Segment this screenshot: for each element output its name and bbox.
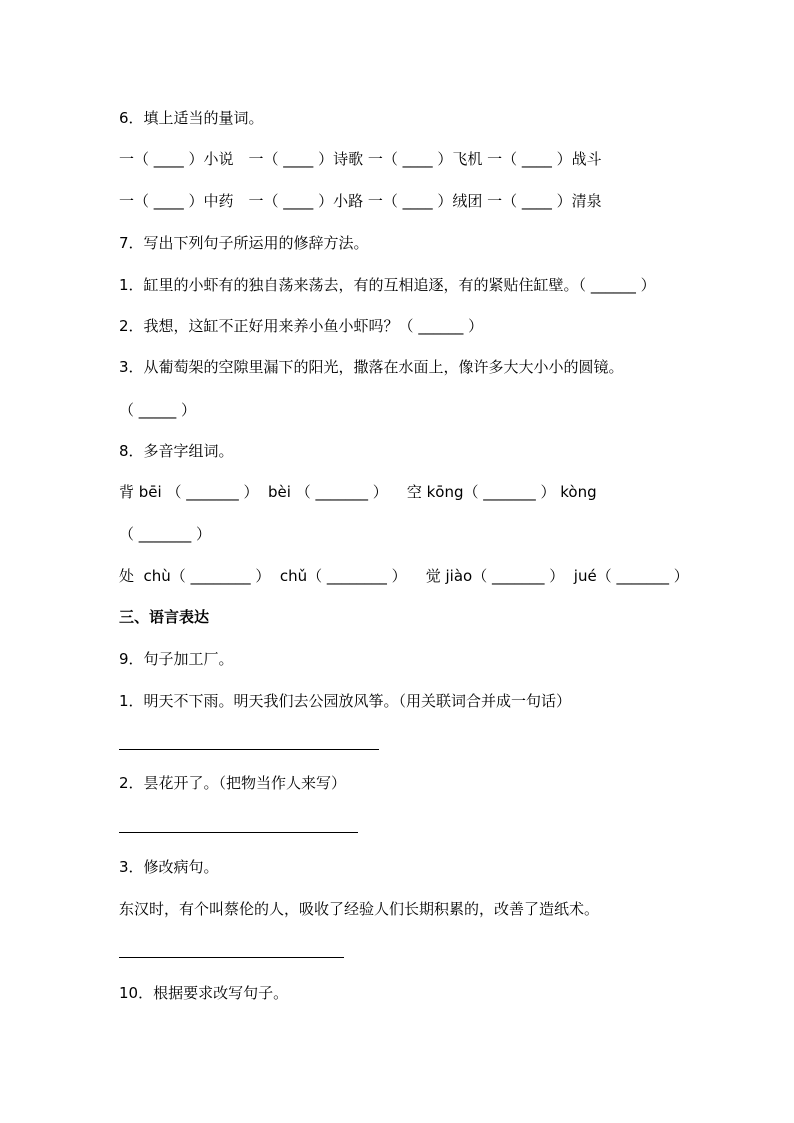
rhetoric-sentence-1: 1．缸里的小虾有的独自荡来荡去，有的互相追逐，有的紧贴住缸壁。（ ______ ） [119,276,656,294]
polyphone-row-2: 处 chù（ ________ ） chǔ（ ________ ） 觉 jiào（ _______ ） jué（ _______ ） [119,567,689,585]
sentence-task-1: 1．明天不下雨。明天我们去公园放风筝。（用关联词合并成一句话） [119,692,572,710]
sentence-task-3: 3．修改病句。 [119,858,219,876]
question-10-heading: 10．根据要求改写句子。 [119,984,289,1002]
rhetoric-sentence-2: 2．我想，这缸不正好用来养小鱼小虾吗？（ ______ ） [119,317,484,335]
sentence-task-2: 2．昙花开了。（把物当作人来写） [119,774,347,792]
question-7-heading: 7．写出下列句子所运用的修辞方法。 [119,234,369,252]
question-9-heading: 9．句子加工厂。 [119,650,234,668]
section-3-heading: 三、语言表达 [119,608,210,626]
answer-line-2 [119,832,358,833]
answer-line-3 [119,957,344,958]
polyphone-row-1-continued: （ _______ ） [119,525,212,543]
rhetoric-sentence-3: 3．从葡萄架的空隙里漏下的阳光，撒落在水面上，像许多大大小小的圆镜。 [119,358,624,376]
question-8-heading: 8．多音字组词。 [119,442,234,460]
polyphone-row-1: 背 bēi （ _______ ） bèi （ _______ ） 空 kōng（ _______ ） kòng [119,483,597,501]
question-6-heading: 6．填上适当的量词。 [119,109,264,127]
rhetoric-sentence-3-answer: （ _____ ） [119,401,197,419]
sick-sentence: 东汉时，有个叫蔡伦的人，吸收了经验人们长期积累的，改善了造纸术。 [119,900,600,918]
measure-word-row-1: 一（ ____ ）小说 一（ ____ ）诗歌 一（ ____ ）飞机 一（ ____ ）战斗 [119,150,602,168]
measure-word-row-2: 一（ ____ ）中药 一（ ____ ）小路 一（ ____ ）绒团 一（ ____ ）清泉 [119,192,602,210]
answer-line-1 [119,749,379,750]
